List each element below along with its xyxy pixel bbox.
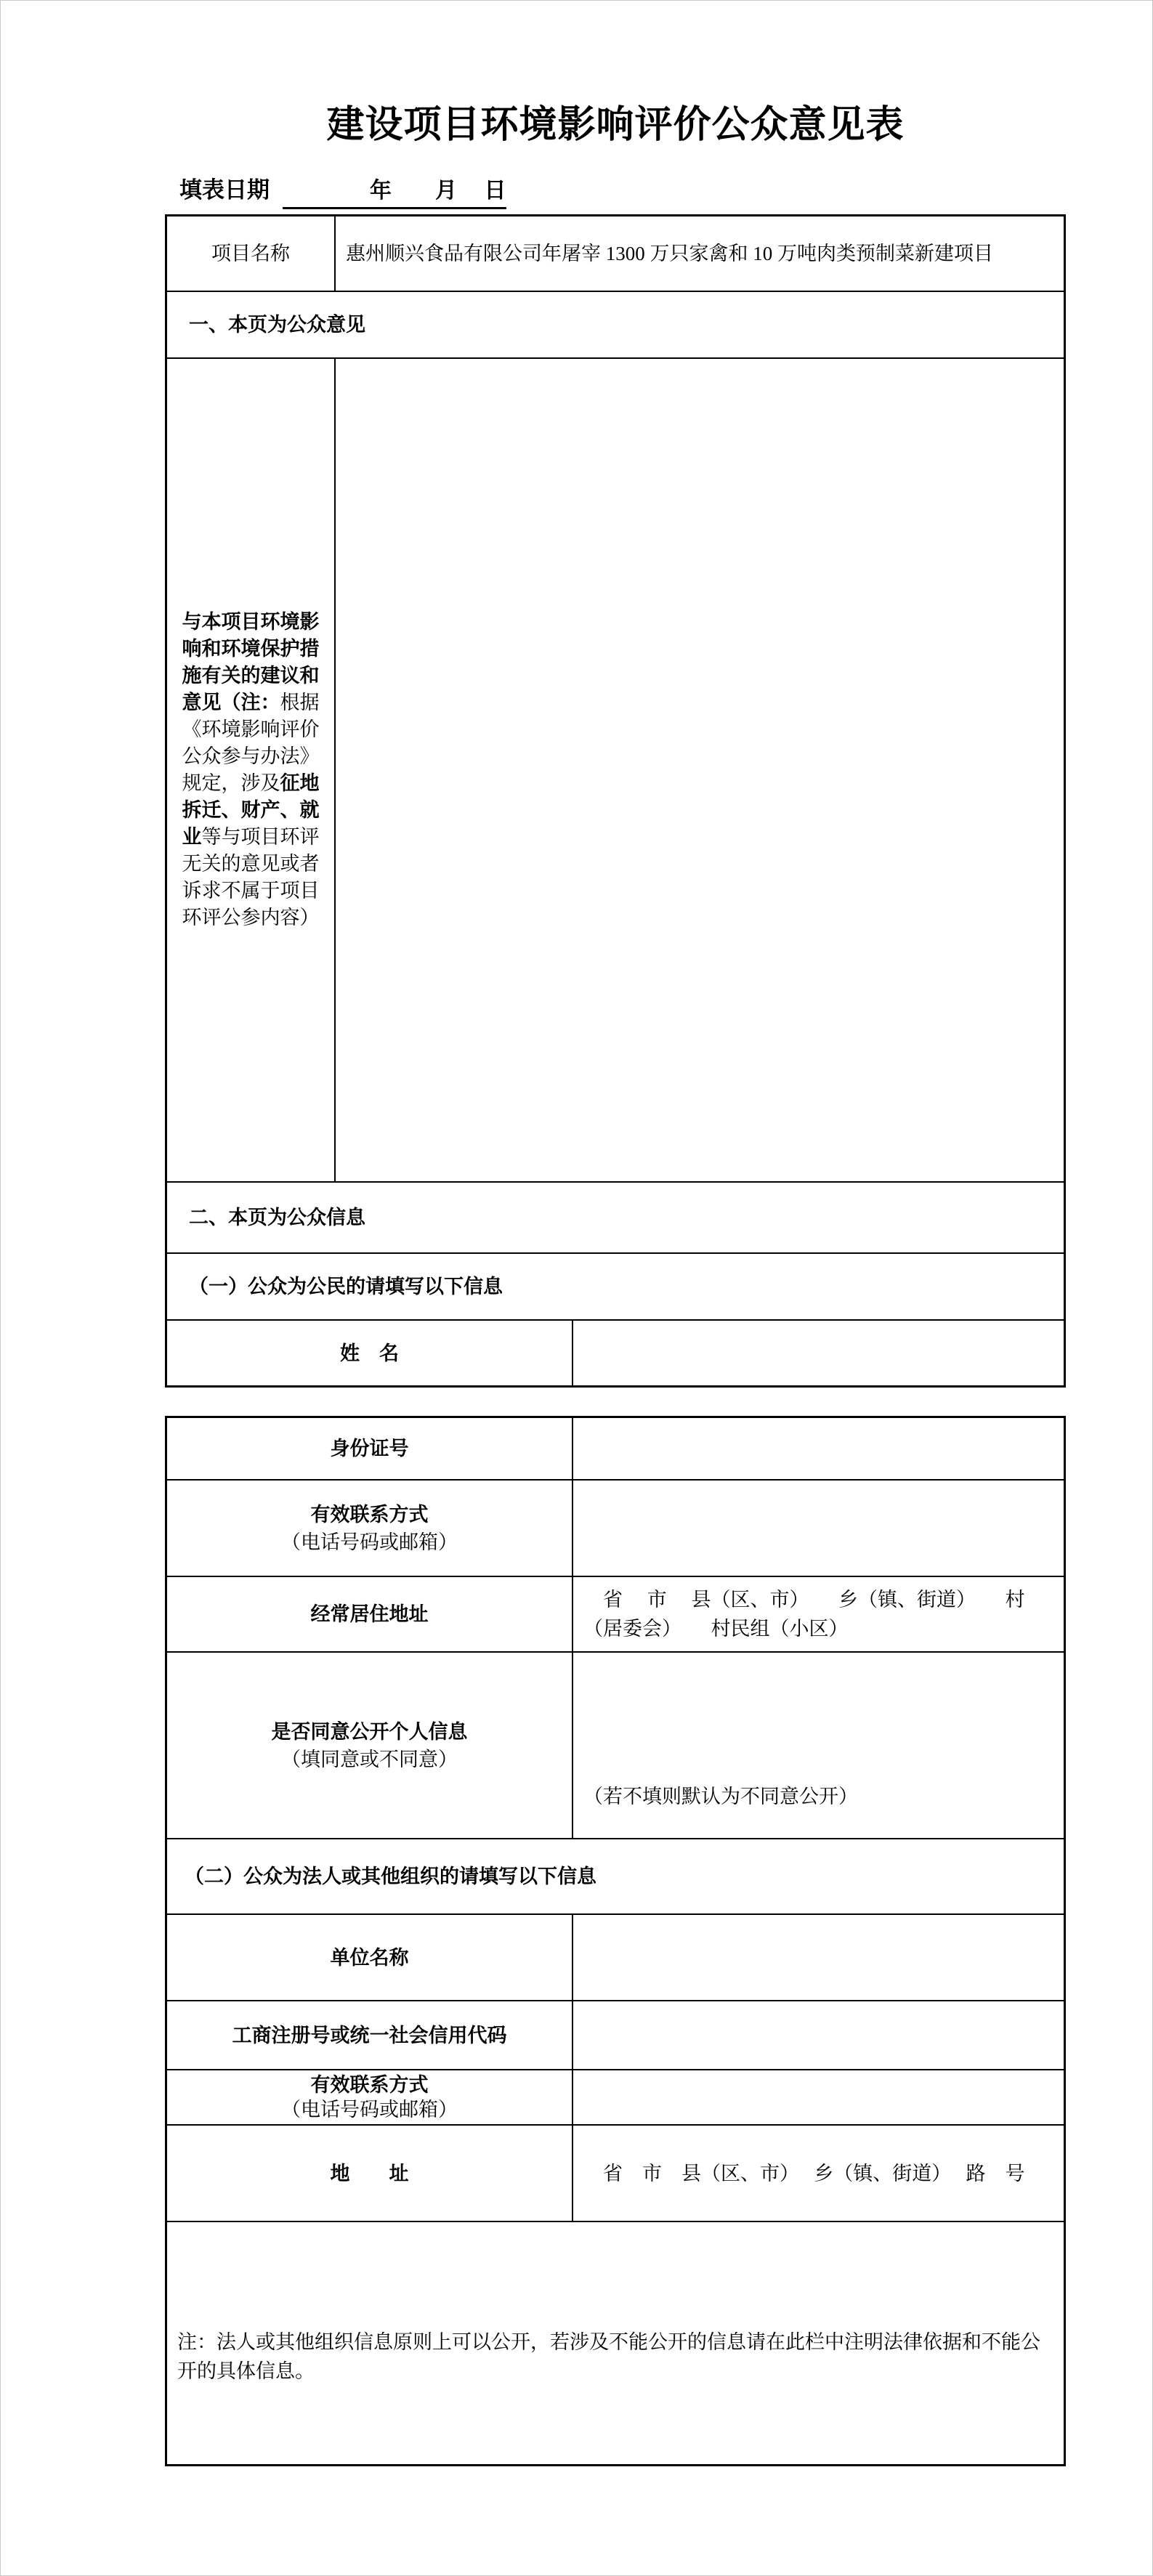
project-name-row [167, 216, 1064, 292]
name-label: 姓 名 [167, 1321, 573, 1385]
section-1-header: 一、本页为公众意见 [167, 292, 1064, 359]
org-contact-row [167, 2070, 1064, 2126]
residence-input-cell[interactable] [573, 1577, 1064, 1651]
consent-row [167, 1653, 1064, 1839]
consent-label-sub: （填同意或不同意） [281, 1748, 458, 1770]
opinion-row [167, 359, 1064, 1183]
org-name-input-cell[interactable] [573, 1915, 1064, 2000]
contact-label-main: 有效联系方式 [310, 1503, 429, 1526]
residence-label: 经常居住地址 [167, 1577, 573, 1651]
project-name-label: 项目名称 [167, 216, 336, 291]
id-number-input-cell[interactable] [573, 1418, 1064, 1479]
org-name-label: 单位名称 [167, 1915, 573, 2000]
info-table [165, 1416, 1066, 2466]
opinion-label-cell [167, 359, 336, 1181]
residence-row [167, 1577, 1064, 1653]
residence-hint-line2: （居委会） 村民组（小区） [583, 1618, 849, 1640]
address-input-cell[interactable] [573, 2126, 1064, 2221]
opinion-input-cell[interactable] [336, 359, 1064, 1181]
footer-note-row: 注：法人或其他组织信息原则上可以公开，若涉及不能公开的信息请在此栏中注明法律依据和不能公开的具体信息。 [177, 2331, 1040, 2382]
name-row [167, 1321, 1064, 1385]
opinion-label-seg4: 等与项目环评无关的意见或者诉求不属于项目环评公参内容） [182, 826, 320, 928]
contact-label [167, 1481, 573, 1576]
fill-date-line [179, 174, 506, 209]
residence-hint-line1: 省 市 县（区、市） 乡（镇、街道） 村 [583, 1589, 1025, 1611]
org-code-row [167, 2001, 1064, 2070]
address-hint: 省 市 县（区、市） 乡（镇、街道） 路 号 [583, 2162, 1025, 2184]
fill-date-blank[interactable]: 年 月 日 [283, 175, 506, 209]
opinion-label-seg1: 与本项目环境影响和环境保护措施有关的建议和意见（注： [182, 611, 320, 713]
id-number-row [167, 1418, 1064, 1481]
section-2-header: 二、本页为公众信息 [167, 1183, 1064, 1254]
fill-date-label: 填表日期 [179, 177, 270, 203]
id-number-label: 身份证号 [167, 1418, 573, 1479]
consent-label [167, 1653, 573, 1838]
org-contact-label [167, 2070, 573, 2124]
contact-row [167, 1481, 1064, 1577]
citizen-info-header: （一）公众为公民的请填写以下信息 [167, 1254, 1064, 1321]
org-code-input-cell[interactable] [573, 2001, 1064, 2069]
consent-hint: （若不填则默认为不同意公开） [583, 1786, 858, 1807]
address-label: 地 址 [167, 2126, 573, 2221]
org-info-header: （二）公众为法人或其他组织的请填写以下信息 [167, 1839, 1064, 1915]
opinion-label-seg2: 根据《环境影响评价公众参与办法》规定，涉及 [182, 692, 320, 794]
project-name-value: 惠州顺兴食品有限公司年屠宰 1300 万只家禽和 10 万吨肉类预制菜新建项目 [346, 243, 993, 264]
opinion-label-text [182, 609, 320, 931]
name-input-cell[interactable] [573, 1321, 1064, 1385]
consent-label-main: 是否同意公开个人信息 [271, 1720, 468, 1743]
contact-label-sub: （电话号码或邮箱） [281, 1531, 458, 1553]
org-contact-label-sub: （电话号码或邮箱） [281, 2099, 458, 2121]
form-title: 建设项目环境影响评价公众意见表 [326, 105, 905, 146]
opinion-label-seg3: 征地拆迁、财产、就业 [182, 772, 320, 848]
org-name-row [167, 1915, 1064, 2001]
opinion-table [165, 214, 1066, 1388]
org-code-label: 工商注册号或统一社会信用代码 [167, 2001, 573, 2069]
consent-input-cell[interactable] [573, 1653, 1064, 1838]
address-row [167, 2126, 1064, 2222]
org-contact-input-cell[interactable] [573, 2070, 1064, 2124]
org-contact-label-main: 有效联系方式 [310, 2074, 429, 2096]
contact-input-cell[interactable] [573, 1481, 1064, 1576]
